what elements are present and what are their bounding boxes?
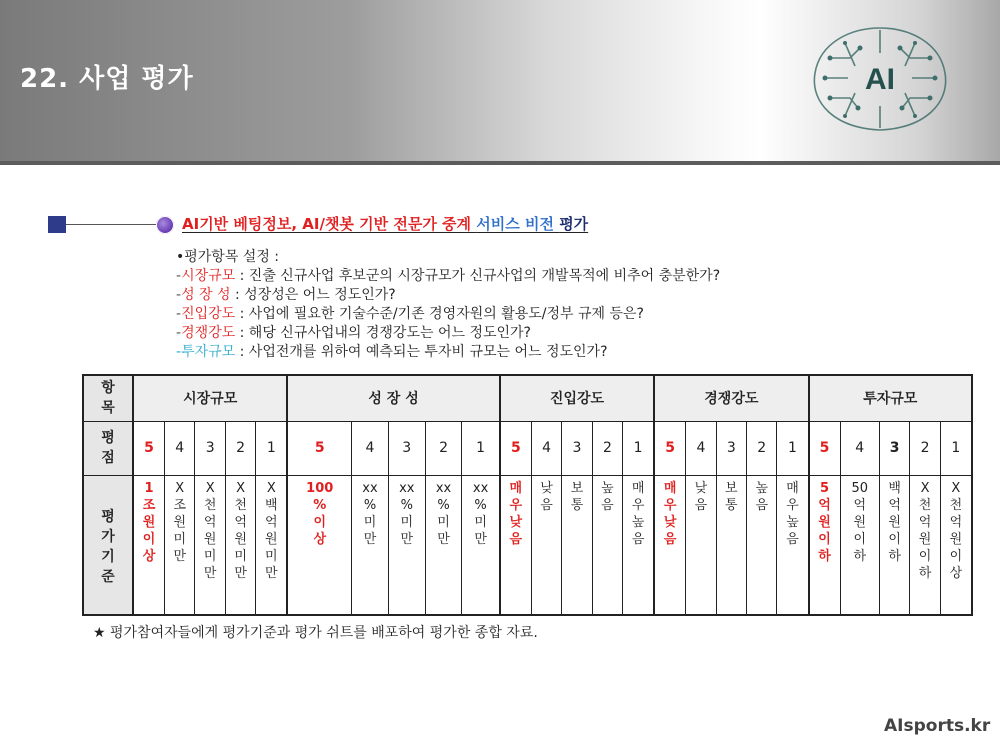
criteria-cell xyxy=(910,475,940,615)
criteria-value: 50 억 원 이 하 xyxy=(851,480,869,564)
criteria-desc: : 해당 신규사업내의 경쟁강도는 어느 정도인가? xyxy=(235,325,531,341)
table-row-scores xyxy=(83,421,972,475)
criteria-name: 시장규모 xyxy=(181,268,236,284)
criteria-cell xyxy=(352,475,389,615)
criteria-name: 성 장 성 xyxy=(181,287,231,303)
criteria-value: 100 % 이 상 xyxy=(306,480,334,547)
table-row-items xyxy=(83,375,972,421)
score-value: 5 xyxy=(144,440,154,456)
criteria-cell xyxy=(225,475,255,615)
criteria-value: 높 음 xyxy=(755,480,769,513)
group-header: 시장규모 xyxy=(133,375,287,421)
score-cell xyxy=(462,421,500,475)
criteria-item: -투자규모 : 사업전개를 위하여 예측되는 투자비 규모는 어느 정도인가? xyxy=(176,344,608,360)
criteria-cell xyxy=(809,475,841,615)
score-value: 3 xyxy=(402,440,412,456)
connector-line xyxy=(66,224,158,225)
criteria-cell xyxy=(133,475,165,615)
criteria-value: 보 통 xyxy=(570,480,584,513)
criteria-value: 낮 음 xyxy=(540,480,553,513)
criteria-value: X 백 억 원 미 만 xyxy=(265,480,278,581)
score-cell xyxy=(388,421,425,475)
row-label-criteria: 평 가 기 준 xyxy=(83,475,133,615)
criteria-value: 매 우 높 음 xyxy=(631,480,645,547)
score-cell xyxy=(256,421,288,475)
criteria-desc: : 성장성은 어느 정도인가? xyxy=(230,287,396,303)
score-cell xyxy=(500,421,532,475)
score-cell xyxy=(425,421,462,475)
criteria-item: -시장규모 : 진출 신규사업 후보군의 시장규모가 신규사업의 개발목적에 비추어 충분한가? xyxy=(176,268,721,284)
score-cell xyxy=(777,421,809,475)
criteria-item: -경쟁강도 : 해당 신규사업내의 경쟁강도는 어느 정도인가? xyxy=(176,325,531,341)
group-header: 경쟁강도 xyxy=(654,375,808,421)
score-cell xyxy=(654,421,686,475)
criteria-cell xyxy=(287,475,351,615)
criteria-cell xyxy=(747,475,777,615)
section-heading xyxy=(48,210,748,240)
page-title: 22. 사업 평가 xyxy=(20,64,194,94)
criteria-cell xyxy=(165,475,195,615)
score-value: 1 xyxy=(951,440,961,456)
row-label-score: 평 점 xyxy=(83,421,133,475)
score-value: 4 xyxy=(365,440,375,456)
criteria-heading: •평가항목 설정 : xyxy=(176,249,280,265)
score-cell xyxy=(225,421,255,475)
score-cell xyxy=(686,421,716,475)
score-value: 5 xyxy=(510,440,521,456)
table-row-criteria xyxy=(83,475,972,615)
criteria-cell xyxy=(562,475,592,615)
score-cell xyxy=(747,421,777,475)
criteria-value: xx % 미 만 xyxy=(362,480,378,547)
section-title-red: AI기반 베팅정보, AI/챗봇 기반 전문가 중계 xyxy=(182,215,472,233)
score-value: 3 xyxy=(726,440,736,456)
criteria-value: X 천 억 원 이 하 xyxy=(918,480,932,581)
score-cell xyxy=(809,421,841,475)
score-value: 3 xyxy=(572,440,582,456)
score-cell xyxy=(531,421,561,475)
section-square-icon xyxy=(48,216,66,233)
criteria-value: 낮 음 xyxy=(694,480,708,513)
criteria-cell xyxy=(654,475,686,615)
criteria-cell xyxy=(531,475,561,615)
evaluation-table xyxy=(82,374,973,616)
criteria-cell xyxy=(879,475,909,615)
criteria-value: X 천 억 원 이 상 xyxy=(949,480,963,581)
criteria-value: xx % 미 만 xyxy=(435,480,452,547)
criteria-cell xyxy=(462,475,500,615)
criteria-cell xyxy=(716,475,746,615)
score-value: 3 xyxy=(205,440,215,456)
criteria-cell xyxy=(388,475,425,615)
section-title-navy: 평가 xyxy=(559,215,589,233)
title-bar xyxy=(0,0,1000,165)
criteria-value: xx % 미 만 xyxy=(399,480,415,547)
score-cell xyxy=(165,421,195,475)
criteria-value: 5 억 원 이 하 xyxy=(818,480,831,564)
criteria-cell xyxy=(686,475,716,615)
score-cell xyxy=(910,421,940,475)
criteria-value: X 조 원 미 만 xyxy=(173,480,187,564)
criteria-value: 매 우 낮 음 xyxy=(509,480,523,547)
svg-text:AI: AI xyxy=(865,63,895,96)
bullet-circle-icon xyxy=(156,216,174,234)
criteria-name: 경쟁강도 xyxy=(181,325,236,341)
criteria-item: -진입강도 : 사업에 필요한 기술수준/기존 경영자원의 활용도/정부 규제 등은? xyxy=(176,306,644,322)
criteria-value: 높 음 xyxy=(601,480,614,513)
score-cell xyxy=(940,421,972,475)
criteria-desc: : 진출 신규사업 후보군의 시장규모가 신규사업의 개발목적에 비추어 충분한가? xyxy=(235,268,721,284)
row-label-item: 항 목 xyxy=(83,375,133,421)
criteria-desc: : 사업전개를 위하여 예측되는 투자비 규모는 어느 정도인가? xyxy=(235,344,608,360)
group-header: 진입강도 xyxy=(500,375,654,421)
criteria-cell xyxy=(840,475,879,615)
score-value: 2 xyxy=(920,440,930,456)
score-value: 4 xyxy=(542,440,552,456)
score-value: 2 xyxy=(236,440,246,456)
score-cell xyxy=(592,421,622,475)
score-cell xyxy=(352,421,389,475)
criteria-value: 매 우 높 음 xyxy=(786,480,799,547)
criteria-cell xyxy=(195,475,225,615)
criteria-value: 1 조 원 이 상 xyxy=(142,480,156,564)
criteria-cell xyxy=(623,475,655,615)
score-value: 2 xyxy=(757,440,767,456)
criteria-name: 진입강도 xyxy=(181,306,236,322)
score-value: 5 xyxy=(314,440,325,456)
criteria-desc: : 사업에 필요한 기술수준/기존 경영자원의 활용도/정부 규제 등은? xyxy=(235,306,644,322)
criteria-value: 매 우 낮 음 xyxy=(663,480,677,547)
group-header: 투자규모 xyxy=(809,375,972,421)
criteria-cell xyxy=(940,475,972,615)
ai-brain-circuit-icon xyxy=(790,18,970,138)
score-value: 1 xyxy=(788,440,797,456)
score-cell xyxy=(562,421,592,475)
score-value: 5 xyxy=(819,440,830,456)
section-title-blue: 서비스 비전 xyxy=(476,215,554,233)
score-value: 4 xyxy=(855,440,865,456)
section-title xyxy=(182,213,588,234)
criteria-name: 투자규모 xyxy=(181,344,236,360)
criteria-value: X 천 억 원 미 만 xyxy=(203,480,217,581)
score-cell xyxy=(195,421,225,475)
score-cell xyxy=(133,421,165,475)
score-value: 2 xyxy=(439,440,448,456)
criteria-item: -성 장 성 : 성장성은 어느 정도인가? xyxy=(176,287,396,303)
group-header: 성 장 성 xyxy=(287,375,499,421)
criteria-cell xyxy=(592,475,622,615)
footnote: ★ 평가참여자들에게 평가기준과 평가 쉬트를 배포하여 평가한 종합 자료. xyxy=(93,625,538,641)
criteria-list xyxy=(176,248,896,362)
criteria-cell xyxy=(500,475,532,615)
score-value: 3 xyxy=(889,440,900,456)
criteria-cell xyxy=(777,475,809,615)
score-value: 1 xyxy=(266,440,276,456)
score-value: 4 xyxy=(696,440,706,456)
criteria-cell xyxy=(256,475,288,615)
score-value: 2 xyxy=(602,440,612,456)
score-cell xyxy=(623,421,655,475)
score-value: 5 xyxy=(665,440,676,456)
criteria-value: xx % 미 만 xyxy=(472,480,489,547)
score-cell xyxy=(716,421,746,475)
criteria-cell xyxy=(425,475,462,615)
score-value: 1 xyxy=(633,440,643,456)
score-cell xyxy=(879,421,909,475)
score-cell xyxy=(840,421,879,475)
score-cell xyxy=(287,421,351,475)
score-value: 1 xyxy=(476,440,486,456)
score-value: 4 xyxy=(175,440,185,456)
criteria-value: 보 통 xyxy=(725,480,738,513)
criteria-value: X 천 억 원 미 만 xyxy=(234,480,247,581)
footer-brand: AIsports.kr xyxy=(884,716,991,736)
criteria-value: 백 억 원 이 하 xyxy=(888,480,901,564)
